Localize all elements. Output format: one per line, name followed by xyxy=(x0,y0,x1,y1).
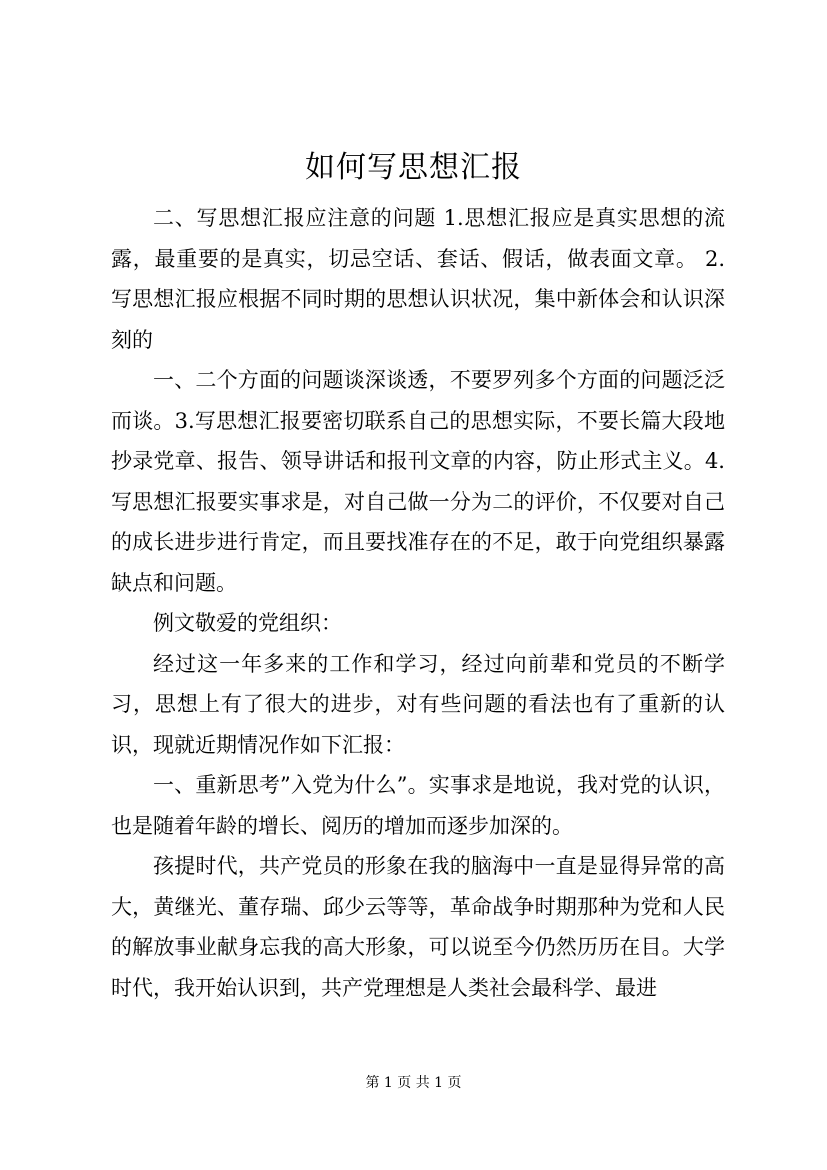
paragraph: 经过这一年多来的工作和学习，经过向前辈和党员的不断学习，思想上有了很大的进步，对有些问题的看法也有了重新的认识，现就近期情况作如下汇报： xyxy=(111,651,725,757)
page-footer: 第 1 页 共 1 页 xyxy=(365,1075,462,1091)
paragraph: 二、写思想汇报应注意的问题 1.思想汇报应是真实思想的流露，最重要的是真实，切忌空话、套话、假话，做表面文章。 2.写思想汇报应根据不同时期的思想认识状况，集中新体会和认识深刻的 xyxy=(111,206,725,352)
paragraph: 一、二个方面的问题谈深谈透，不要罗列多个方面的问题泛泛而谈。3.写思想汇报要密切联系自己的思想实际，不要长篇大段地抄录党章、报告、领导讲话和报刊文章的内容，防止形式主义。4.写思想汇报要实事求是，对自己做一分为二的评价，不仅要对自己的成长进步进行肯定，而且要找准存在的不足，敢于向党组织暴露缺点和问题。 xyxy=(111,368,725,595)
document-body xyxy=(111,198,725,1008)
paragraph: 孩提时代，共产党员的形象在我的脑海中一直是显得异常的高大，黄继光、董存瑞、邱少云等等，革命战争时期那种为党和人民的解放事业献身忘我的高大形象，可以说至今仍然历历在目。大学时代，我开始认识到，共产党理想是人类社会最科学、最进 xyxy=(111,854,725,1000)
document-title: 如何写思想汇报 xyxy=(305,150,522,185)
paragraph: 例文敬爱的党组织： xyxy=(153,611,342,635)
paragraph: 一、重新思考”入党为什么”。实事求是地说，我对党的认识，也是随着年龄的增长、阅历的增加而逐步加深的。 xyxy=(111,773,725,838)
